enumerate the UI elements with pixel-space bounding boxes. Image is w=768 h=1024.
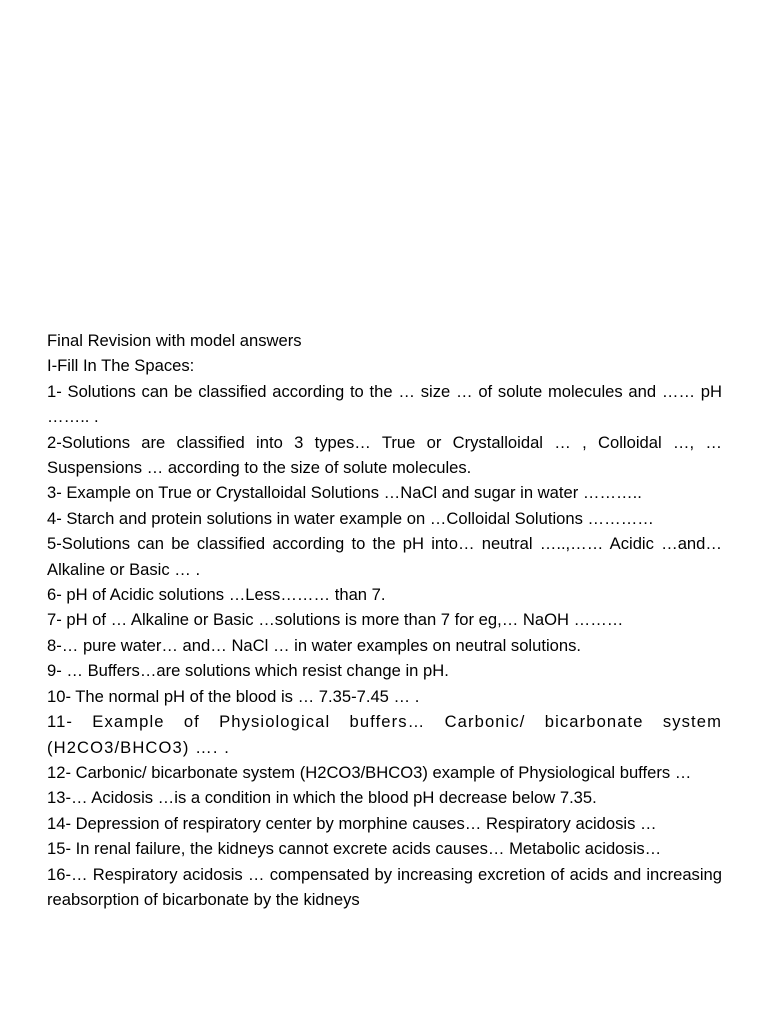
question-item-11: 11- Example of Physiological buffers… Carbonic/ bicarbonate system (H2CO3/BHCO3) …. . xyxy=(47,712,722,757)
question-item-7: 7- pH of … Alkaline or Basic …solutions is more than 7 for eg,… NaOH ……… xyxy=(47,610,624,630)
question-item-1: 1- Solutions can be classified according to the … size … of solute molecules and …… pH …….. . xyxy=(47,381,722,427)
question-item-15: 15- In renal failure, the kidneys cannot excrete acids causes… Metabolic acidosis… xyxy=(47,839,662,859)
question-item-12: 12- Carbonic/ bicarbonate system (H2CO3/BHCO3) example of Physiological buffers … xyxy=(47,762,692,782)
document-body xyxy=(47,328,722,912)
question-item-6: 6- pH of Acidic solutions …Less……… than 7. xyxy=(47,585,386,605)
question-item-3: 3- Example on True or Crystalloidal Solutions …NaCl and sugar in water ……….. xyxy=(47,483,642,503)
document-title: Final Revision with model answers xyxy=(47,331,302,350)
question-item-2: 2-Solutions are classified into 3 types… True or Crystalloidal … , Colloidal …, … Suspensions … according to the size of solute molecules. xyxy=(47,432,722,478)
question-item-10: 10- The normal pH of the blood is … 7.35-7.45 … . xyxy=(47,686,420,706)
question-item-5: 5-Solutions can be classified according to the pH into… neutral …..,…… Acidic …and… Alkaline or Basic … . xyxy=(47,534,722,579)
section-heading: I-Fill In The Spaces: xyxy=(47,356,195,376)
question-item-8: 8-… pure water… and… NaCl … in water examples on neutral solutions. xyxy=(47,635,582,655)
question-item-16: 16-… Respiratory acidosis … compensated by increasing excretion of acids and increasing reabsorption of bicarbonate by the kidneys xyxy=(47,864,722,909)
question-item-14: 14- Depression of respiratory center by morphine causes… Respiratory acidosis … xyxy=(47,813,657,833)
question-item-9: 9- … Buffers…are solutions which resist change in pH. xyxy=(47,661,449,681)
question-item-13: 13-… Acidosis …is a condition in which the blood pH decrease below 7.35. xyxy=(47,788,597,808)
question-item-4: 4- Starch and protein solutions in water example on …Colloidal Solutions ………… xyxy=(47,508,654,528)
